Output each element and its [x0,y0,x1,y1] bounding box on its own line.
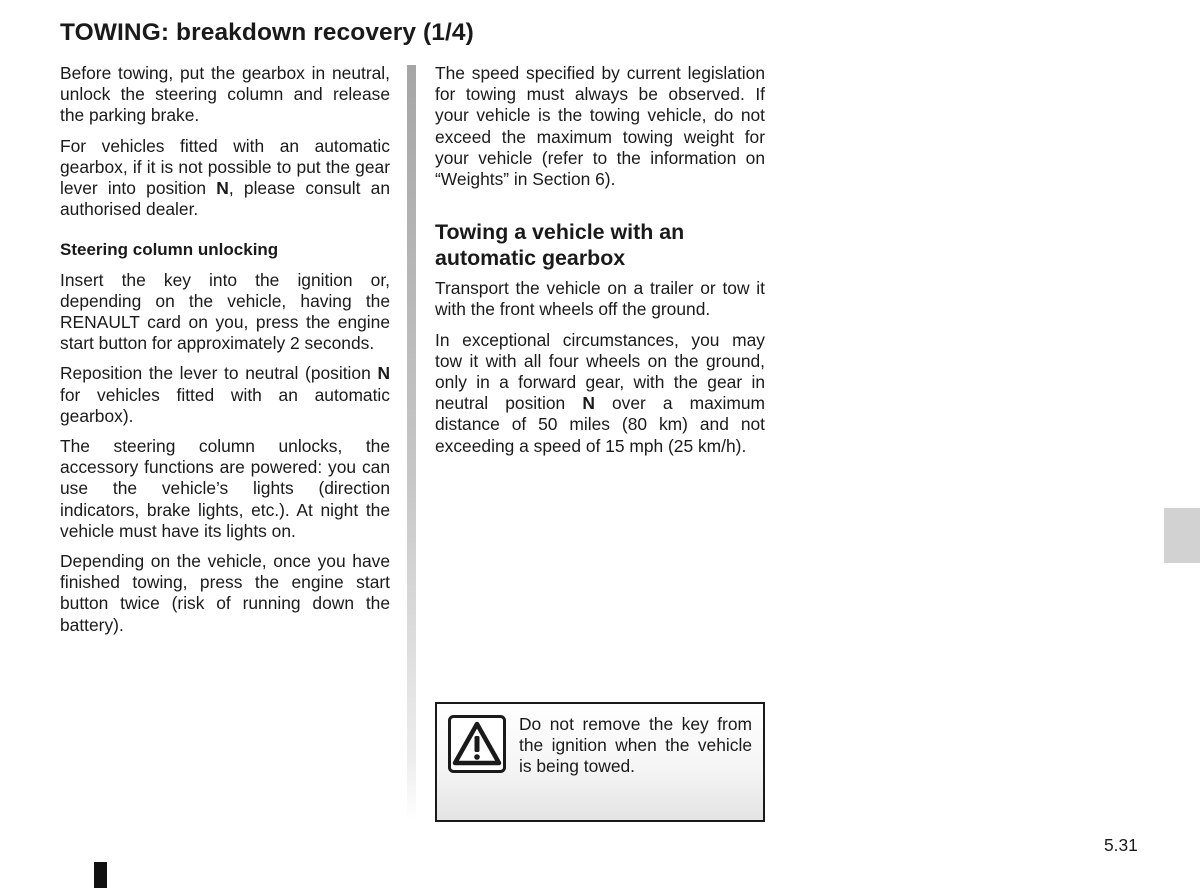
paragraph-automatic-gearbox [60,136,390,221]
page-number: 5.31 [1104,835,1138,855]
text-segment: , please consult an authorised dealer. [60,178,390,220]
gear-position-label: N [216,178,229,199]
section-side-tab [1164,508,1200,563]
right-column [435,63,765,466]
paragraph-before-towing: Before towing, put the gearbox in neutral, unlock the steering column and release the parking brake. [60,63,390,126]
gear-position-label: N [377,363,390,384]
text-segment: over a maximum distance of 50 miles (80 km) and not exceeding a speed of 15 mph (25 km/h). [435,393,766,456]
warning-text: Do not remove the key from the ignition when the vehicle is being towed. [519,714,752,777]
column-divider [407,65,416,820]
left-column [60,63,390,645]
paragraph-steering-unlocks: The steering column unlocks, the accessory functions are powered: you can use the vehicle’s lights (direction indicators, brake lights, etc.). At night the vehicle must have its lights on. [60,436,390,541]
corner-mark [94,862,107,888]
text-segment: For vehicles fitted with an automatic gearbox, if it is not possible to put the gear lever into position [60,135,390,199]
paragraph-exceptional-circumstances [435,330,765,457]
warning-triangle-icon [448,715,506,773]
paragraph-transport-trailer: Transport the vehicle on a trailer or tow it with the front wheels off the ground. [435,278,765,320]
section-heading-automatic-gearbox: Towing a vehicle with an automatic gearbox [435,220,685,270]
text-segment: for vehicles fitted with an automatic gearbox). [60,384,390,426]
paragraph-insert-key: Insert the key into the ignition or, depending on the vehicle, having the RENAULT card on you, press the engine start button for approximately 2 seconds. [60,269,390,354]
text-segment: In exceptional circumstances, you may tow it with all four wheels on the ground, only in a forward gear, with the gear in neutral position [435,329,765,414]
paragraph-reposition-lever [60,363,390,427]
text-segment: Reposition the lever to neutral (position [60,363,378,384]
paragraph-finished-towing: Depending on the vehicle, once you have finished towing, press the engine start button twice (risk of running down the battery). [60,551,390,635]
warning-box [435,702,765,822]
steering-column-subheading: Steering column unlocking [60,240,279,260]
page-title: TOWING: breakdown recovery (1/4) [60,19,474,46]
gear-position-label: N [582,393,595,414]
paragraph-speed-legislation: The speed specified by current legislation for towing must always be observed. If your vehicle is the towing vehicle, do not exceed the maximum towing weight for your vehicle (refer to the information on “Weights” in Section 6). [435,63,765,190]
